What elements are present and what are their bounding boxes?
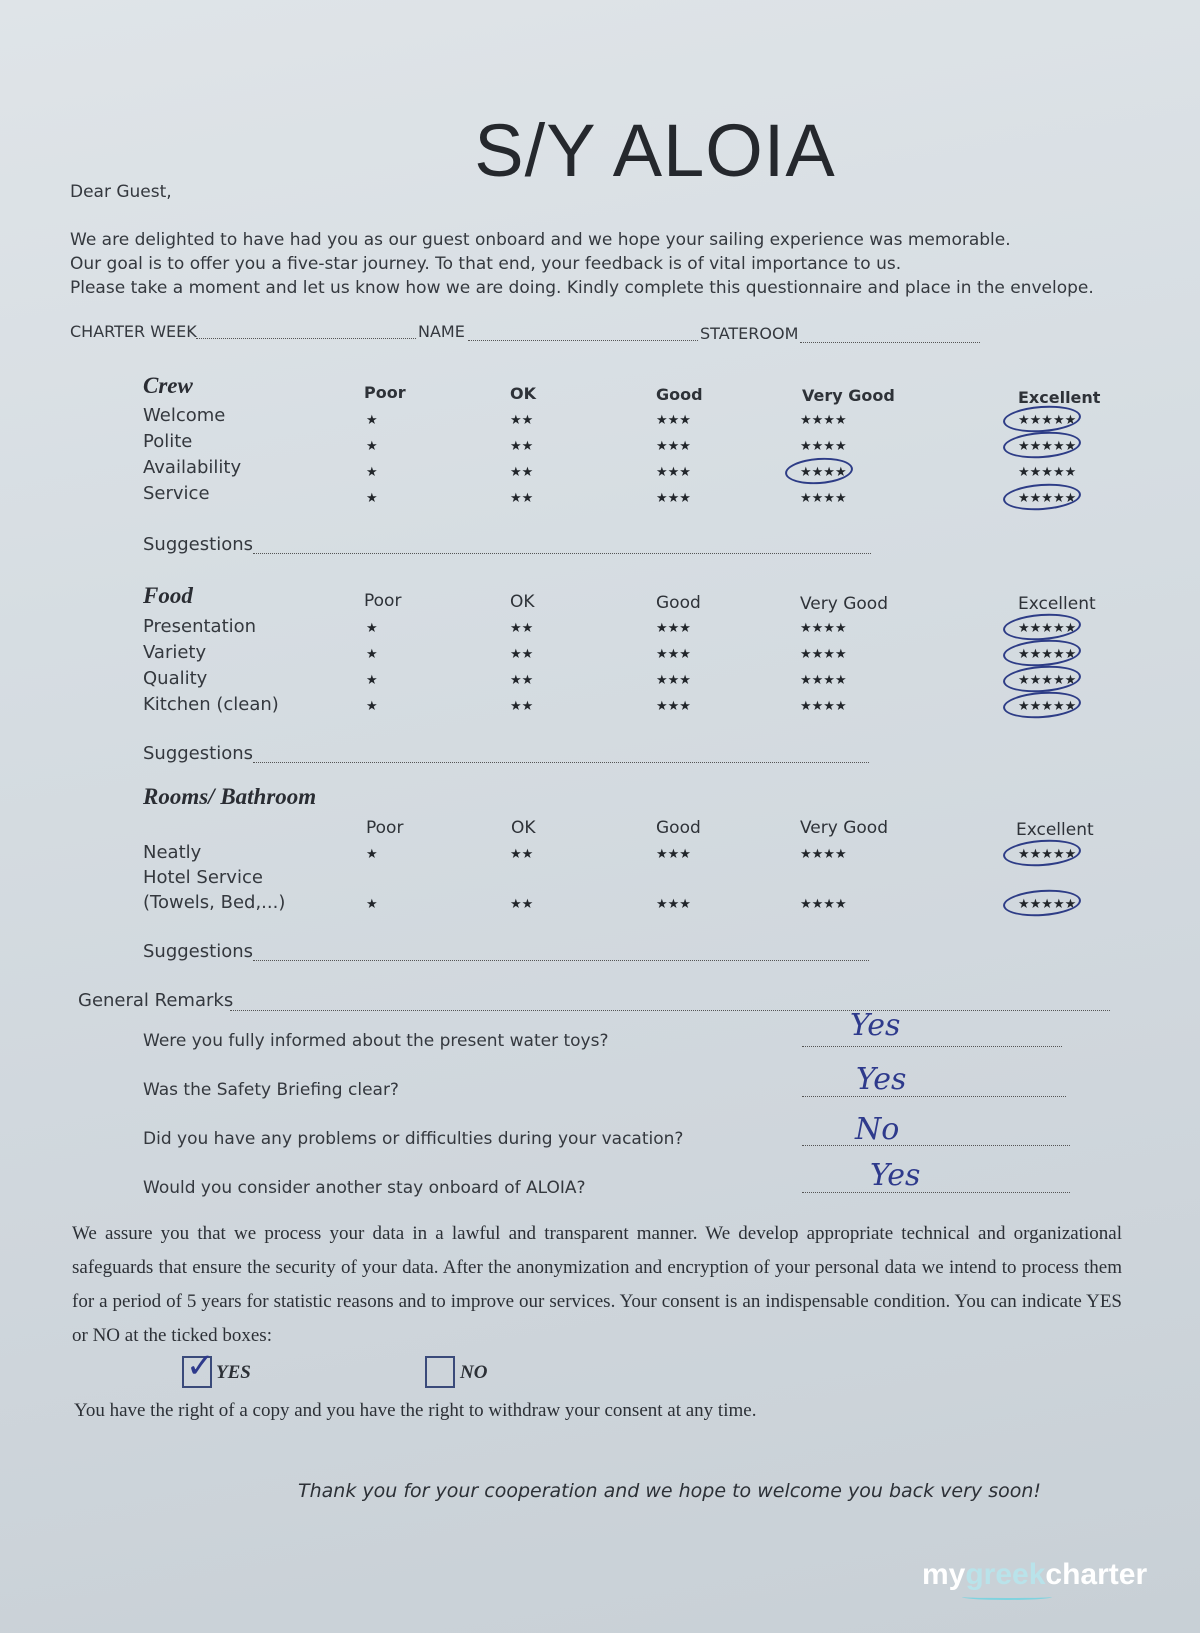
row-label-presentation: Presentation [143, 616, 257, 637]
row-label-polite: Polite [143, 431, 193, 452]
rating-stars-4[interactable]: ★★★★ [800, 672, 847, 687]
rating-stars-1[interactable]: ★ [366, 646, 378, 661]
logo-part-charter: charter [1045, 1558, 1148, 1591]
rating-stars-1[interactable]: ★ [366, 846, 378, 861]
col-ok: OK [511, 818, 536, 838]
charter-week-label: CHARTER WEEK [70, 322, 197, 341]
selected-rating-circle [1002, 611, 1082, 642]
rating-stars-4[interactable]: ★★★★ [800, 620, 847, 635]
rating-stars-4[interactable]: ★★★★ [800, 846, 847, 861]
row-label-kitchen: Kitchen (clean) [143, 694, 279, 715]
rooms-suggestions-field[interactable] [253, 960, 869, 961]
rating-stars-1[interactable]: ★ [366, 620, 378, 635]
consent-yes-label: YES [216, 1362, 251, 1383]
rating-stars-2[interactable]: ★★ [510, 412, 534, 427]
rating-stars-3[interactable]: ★★★ [656, 698, 691, 713]
rating-stars-3[interactable]: ★★★ [656, 464, 691, 479]
question-2: Was the Safety Briefing clear? [143, 1080, 399, 1100]
section-title-crew: Crew [143, 373, 193, 398]
rating-stars-1[interactable]: ★ [366, 896, 378, 911]
answer-3: No [855, 1112, 900, 1147]
selected-rating-circle [1002, 887, 1082, 918]
selected-rating-circle [1002, 837, 1082, 868]
name-field[interactable] [468, 340, 698, 341]
rating-stars-3[interactable]: ★★★ [656, 672, 691, 687]
col-good: Good [656, 818, 701, 838]
name-label: NAME [418, 322, 465, 341]
logo-part-my: my [922, 1558, 966, 1591]
rating-stars-3[interactable]: ★★★ [656, 896, 691, 911]
rating-stars-5[interactable]: ★★★★★ [1018, 620, 1077, 635]
rating-stars-4[interactable]: ★★★★ [800, 646, 847, 661]
selected-rating-circle [1002, 637, 1082, 668]
rights-text: You have the right of a copy and you have the right to withdraw your consent at any time. [74, 1400, 757, 1421]
rating-stars-2[interactable]: ★★ [510, 698, 534, 713]
row-label-neatly: Neatly [143, 842, 202, 863]
rating-stars-5[interactable]: ★★★★★ [1018, 896, 1077, 911]
thank-you-text: Thank you for your cooperation and we hope to welcome you back very soon! [298, 1480, 1042, 1502]
consent-no-checkbox[interactable] [425, 1356, 455, 1388]
rating-stars-1[interactable]: ★ [366, 464, 378, 479]
crew-suggestions-label: Suggestions [143, 534, 253, 555]
rating-stars-2[interactable]: ★★ [510, 896, 534, 911]
rating-stars-5[interactable]: ★★★★★ [1018, 438, 1077, 453]
rating-stars-2[interactable]: ★★ [510, 672, 534, 687]
col-poor: Poor [364, 591, 402, 611]
selected-rating-circle [1002, 481, 1082, 512]
rating-stars-4[interactable]: ★★★★ [800, 412, 847, 427]
rating-stars-4[interactable]: ★★★★ [800, 698, 847, 713]
rating-stars-3[interactable]: ★★★ [656, 412, 691, 427]
col-very-good: Very Good [800, 594, 888, 614]
rating-stars-5[interactable]: ★★★★★ [1018, 490, 1077, 505]
rating-stars-5[interactable]: ★★★★★ [1018, 846, 1077, 861]
answer-2: Yes [856, 1062, 907, 1097]
row-label-hotel-service: Hotel Service [143, 867, 263, 888]
answer-4: Yes [870, 1158, 921, 1193]
intro-line-2: Our goal is to offer you a five-star journey. To that end, your feedback is of vital importance to us. [70, 254, 902, 274]
rating-stars-2[interactable]: ★★ [510, 646, 534, 661]
section-title-food: Food [143, 583, 193, 608]
rating-stars-2[interactable]: ★★ [510, 846, 534, 861]
answer-1: Yes [850, 1008, 901, 1043]
general-remarks-label: General Remarks [78, 990, 234, 1011]
selected-rating-circle [1002, 663, 1082, 694]
rating-stars-1[interactable]: ★ [366, 490, 378, 505]
rooms-suggestions-label: Suggestions [143, 941, 253, 962]
selected-rating-circle [1002, 429, 1082, 460]
question-3: Did you have any problems or difficulties during your vacation? [143, 1129, 684, 1149]
row-label-welcome: Welcome [143, 405, 226, 426]
col-good: Good [656, 593, 701, 613]
rating-stars-3[interactable]: ★★★ [656, 620, 691, 635]
selected-rating-circle [784, 456, 854, 487]
greeting: Dear Guest, [70, 182, 172, 202]
rating-stars-5[interactable]: ★★★★★ [1018, 698, 1077, 713]
col-excellent: Excellent [1018, 594, 1096, 614]
rating-stars-4[interactable]: ★★★★ [800, 438, 847, 453]
crew-suggestions-field[interactable] [253, 553, 871, 554]
rating-stars-4[interactable]: ★★★★ [800, 464, 847, 479]
rating-stars-4[interactable]: ★★★★ [800, 490, 847, 505]
col-very-good: Very Good [800, 818, 888, 838]
col-poor: Poor [366, 818, 404, 838]
rating-stars-2[interactable]: ★★ [510, 620, 534, 635]
rating-stars-2[interactable]: ★★ [510, 438, 534, 453]
row-label-towels-bed: (Towels, Bed,...) [143, 892, 286, 913]
col-excellent: Excellent [1016, 820, 1094, 840]
row-label-variety: Variety [143, 642, 207, 663]
rating-stars-3[interactable]: ★★★ [656, 646, 691, 661]
rating-stars-1[interactable]: ★ [366, 698, 378, 713]
answer-2-line[interactable] [802, 1096, 1066, 1097]
question-4: Would you consider another stay onboard of ALOIA? [143, 1178, 586, 1198]
col-ok: OK [510, 384, 536, 403]
rating-stars-1[interactable]: ★ [366, 412, 378, 427]
logo-wave-icon [962, 1594, 1052, 1600]
rating-stars-1[interactable]: ★ [366, 438, 378, 453]
answer-3-line[interactable] [802, 1145, 1070, 1146]
rating-stars-5[interactable]: ★★★★★ [1018, 646, 1077, 661]
question-1: Were you fully informed about the present water toys? [143, 1031, 609, 1051]
logo-part-greek: greek [965, 1558, 1046, 1591]
rating-stars-2[interactable]: ★★ [510, 464, 534, 479]
col-excellent: Excellent [1018, 388, 1101, 407]
rating-stars-3[interactable]: ★★★ [656, 490, 691, 505]
charter-week-field[interactable] [196, 338, 416, 339]
row-label-availability: Availability [143, 457, 242, 478]
intro-line-1: We are delighted to have had you as our guest onboard and we hope your sailing experience was memorable. [70, 230, 1011, 250]
rating-stars-5[interactable]: ★★★★★ [1018, 672, 1077, 687]
col-good: Good [656, 385, 703, 404]
selected-rating-circle [1002, 689, 1082, 720]
check-mark-icon: ✓ [186, 1346, 215, 1386]
intro-line-3: Please take a moment and let us know how we are doing. Kindly complete this questionnaire and place in the envelope. [70, 278, 1094, 298]
data-protection-text: We assure you that we process your data in a lawful and transparent manner. We develop appropriate technical and organizational safeguards that ensure the security of your data. After the anonymization and encryption of your personal data we intend to process them for a period of 5 years for statistic reasons and to improve our services. Your consent is an indispensable condition. You can indicate YES or NO at the ticked boxes: [72, 1223, 1122, 1346]
rating-stars-5[interactable]: ★★★★★ [1018, 412, 1077, 427]
col-poor: Poor [364, 383, 406, 402]
food-suggestions-label: Suggestions [143, 743, 253, 764]
general-remarks-field[interactable] [230, 1010, 1110, 1011]
stateroom-label: STATEROOM [700, 324, 799, 343]
section-title-rooms: Rooms/ Bathroom [143, 784, 317, 809]
col-ok: OK [510, 592, 535, 612]
rating-stars-5[interactable]: ★★★★★ [1018, 464, 1077, 479]
row-label-service: Service [143, 483, 210, 504]
rating-stars-4[interactable]: ★★★★ [800, 896, 847, 911]
rating-stars-1[interactable]: ★ [366, 672, 378, 687]
rating-stars-3[interactable]: ★★★ [656, 438, 691, 453]
selected-rating-circle [1002, 403, 1082, 434]
row-label-quality: Quality [143, 668, 208, 689]
consent-no-label: NO [460, 1362, 488, 1383]
stateroom-field[interactable] [800, 342, 980, 343]
rating-stars-2[interactable]: ★★ [510, 490, 534, 505]
food-suggestions-field[interactable] [253, 762, 869, 763]
page-title: S/Y ALOIA [474, 109, 836, 192]
rating-stars-3[interactable]: ★★★ [656, 846, 691, 861]
answer-4-line[interactable] [802, 1192, 1070, 1193]
col-very-good: Very Good [802, 386, 895, 405]
mygreekcharter-logo [922, 1558, 1147, 1592]
answer-1-line[interactable] [802, 1046, 1062, 1047]
